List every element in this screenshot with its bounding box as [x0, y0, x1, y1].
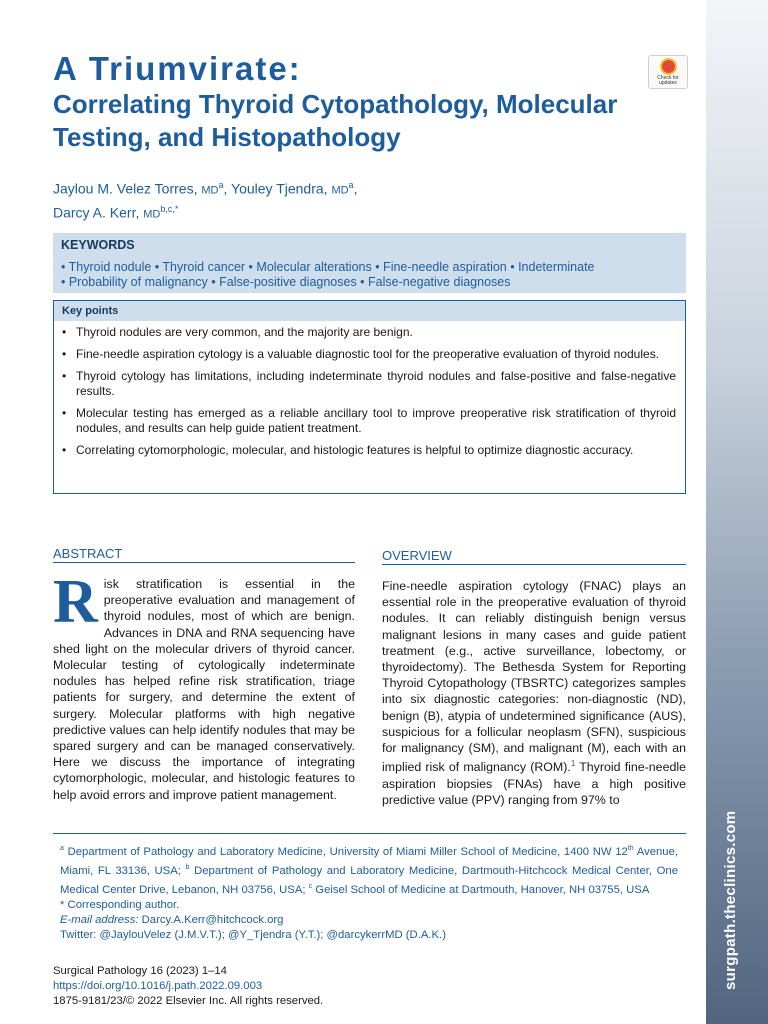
affiliation-marker: a [60, 845, 64, 852]
overview-heading: OVERVIEW [382, 548, 686, 565]
affiliation-marker: b [185, 863, 190, 871]
doi-link[interactable]: https://doi.org/10.1016/j.path.2022.09.003 [53, 980, 263, 992]
author-degree: MD [331, 184, 349, 197]
abstract-heading: ABSTRACT [53, 546, 355, 563]
author-affiliation-marker: b,c,* [160, 203, 179, 214]
author-separator: , [223, 180, 232, 197]
author-degree: MD [143, 208, 161, 221]
author-name: Darcy A. Kerr, [53, 204, 144, 221]
article-title-main: A Triumvirate: [53, 50, 302, 87]
check-for-updates-badge[interactable] [648, 55, 688, 89]
affiliation-a-continued: Avenue, Miami, FL 33136, USA; [60, 845, 679, 877]
keywords-line: • Probability of malignancy • False-positive diagnoses • False-negative diagnoses [61, 275, 511, 289]
key-point-item: • Correlating cytomorphologic, molecular, and histologic features is helpful to optimize diagnostic accuracy. [62, 443, 676, 458]
author-affiliation-marker: a [348, 180, 354, 190]
email-label: E-mail address: [60, 914, 139, 926]
email-link[interactable]: Darcy.A.Kerr@hitchcock.org [138, 914, 284, 926]
abstract-text [53, 568, 355, 803]
overview-text [382, 578, 686, 808]
author-list [53, 176, 613, 223]
crossmark-icon [660, 58, 677, 75]
author-name: Jaylou M. Velez Torres, [53, 180, 202, 197]
keywords-heading: KEYWORDS [61, 238, 135, 252]
ordinal-suffix: th [627, 845, 634, 852]
affiliation-a: Department of Pathology and Laboratory Medicine, University of Miami Miller School of Medicine, 1400 NW 12 [63, 845, 628, 858]
keywords-box [53, 233, 686, 293]
author-name: Youley Tjendra, [231, 180, 332, 197]
overview-body: Fine-needle aspiration cytology (FNAC) plays an essential role in the preoperative evaluation of thyroid nodules. It can reliably distinguish benign versus malignant lesions in many cases and guide patient treatment (e.g., active surveillance, lobectomy, or thyroidectomy). The Bethesda System for Reporting Thyroid Cytopathology (TBSRTC) categorizes samples into six diagnostic categories: non-diagnostic (ND), benign (B), atypia of undetermined significance (AUS), suspicious for a follicular neoplasm (SFN), suspicious for malignancy (SM), and malignant (M), each with an implied risk of malignancy (ROM). [382, 579, 686, 775]
journal-citation: Surgical Pathology 16 (2023) 1–14 [53, 965, 227, 977]
email-line [60, 914, 283, 926]
key-points-box [53, 300, 686, 494]
reference-link[interactable]: 1 [570, 759, 576, 769]
overview-body-continued: Thyroid fine-needle aspiration biopsies (FNAs) have a high positive predictive value (PPV) ranging from 97% to [382, 760, 687, 807]
badge-label: Check for updates [657, 75, 679, 86]
affiliation-c: Geisel School of Medicine at Dartmouth, Hanover, NH 03755, USA [312, 883, 650, 896]
keywords-line: • Thyroid nodule • Thyroid cancer • Molecular alterations • Fine-needle aspiration • Indeterminate [61, 260, 595, 274]
key-point-item: • Fine-needle aspiration cytology is a valuable diagnostic tool for the preoperative evaluation of thyroid nodules. [62, 347, 676, 362]
drop-cap: R [53, 568, 98, 636]
key-points-list [62, 325, 676, 465]
key-point-item: • Molecular testing has emerged as a reliable ancillary tool to improve preoperative risk stratification of thyroid nodules, and results can help guide patient treatment. [62, 406, 676, 436]
key-point-item: • Thyroid nodules are very common, and the majority are benign. [62, 325, 676, 340]
affiliations [60, 841, 678, 898]
abstract-body: isk stratification is essential in the preoperative evaluation and management of thyroid nodules, most of which are benign. Advances in DNA and RNA sequencing have shed light on the molecular drivers of thyroid cancer. Molecular testing of cytologically indeterminate nodules has helped refine risk stratification, triage patients for surgery, and determine the extent of surgery. Molecular platforms with high negative predictive values can help identify nodules that may be spared surgery and can be managed conservatively. Here we discuss the importance of integrating cytomorphologic, molecular, and histologic features to help avoid errors and improve patient management. [53, 577, 355, 802]
sidebar-url[interactable]: surgpath.theclinics.com [722, 810, 739, 990]
affiliation-marker: c [308, 882, 313, 890]
twitter-handles: Twitter: @JaylouVelez (J.M.V.T.); @Y_Tjendra (Y.T.); @darcykerrMD (D.A.K.) [60, 929, 446, 941]
copyright-notice: 1875-9181/23/© 2022 Elsevier Inc. All rights reserved. [53, 995, 324, 1007]
author-affiliation-marker: a [218, 180, 224, 190]
corresponding-author-note: * Corresponding author. [60, 899, 180, 911]
author-degree: MD [201, 184, 219, 197]
key-point-item: • Thyroid cytology has limitations, including indeterminate thyroid nodules and false-positive and false-negative results. [62, 369, 676, 399]
article-title-subtitle: Correlating Thyroid Cytopathology, Molecular Testing, and Histopathology [53, 89, 618, 152]
affiliation-b: Department of Pathology and Laboratory Medicine, Dartmouth-Hitchcock Medical Center, One Medical Center Drive, Lebanon, NH 03756, USA; [60, 864, 679, 896]
author-separator: , [353, 180, 358, 197]
footnote-divider [53, 833, 686, 834]
key-points-heading: Key points [54, 301, 685, 321]
